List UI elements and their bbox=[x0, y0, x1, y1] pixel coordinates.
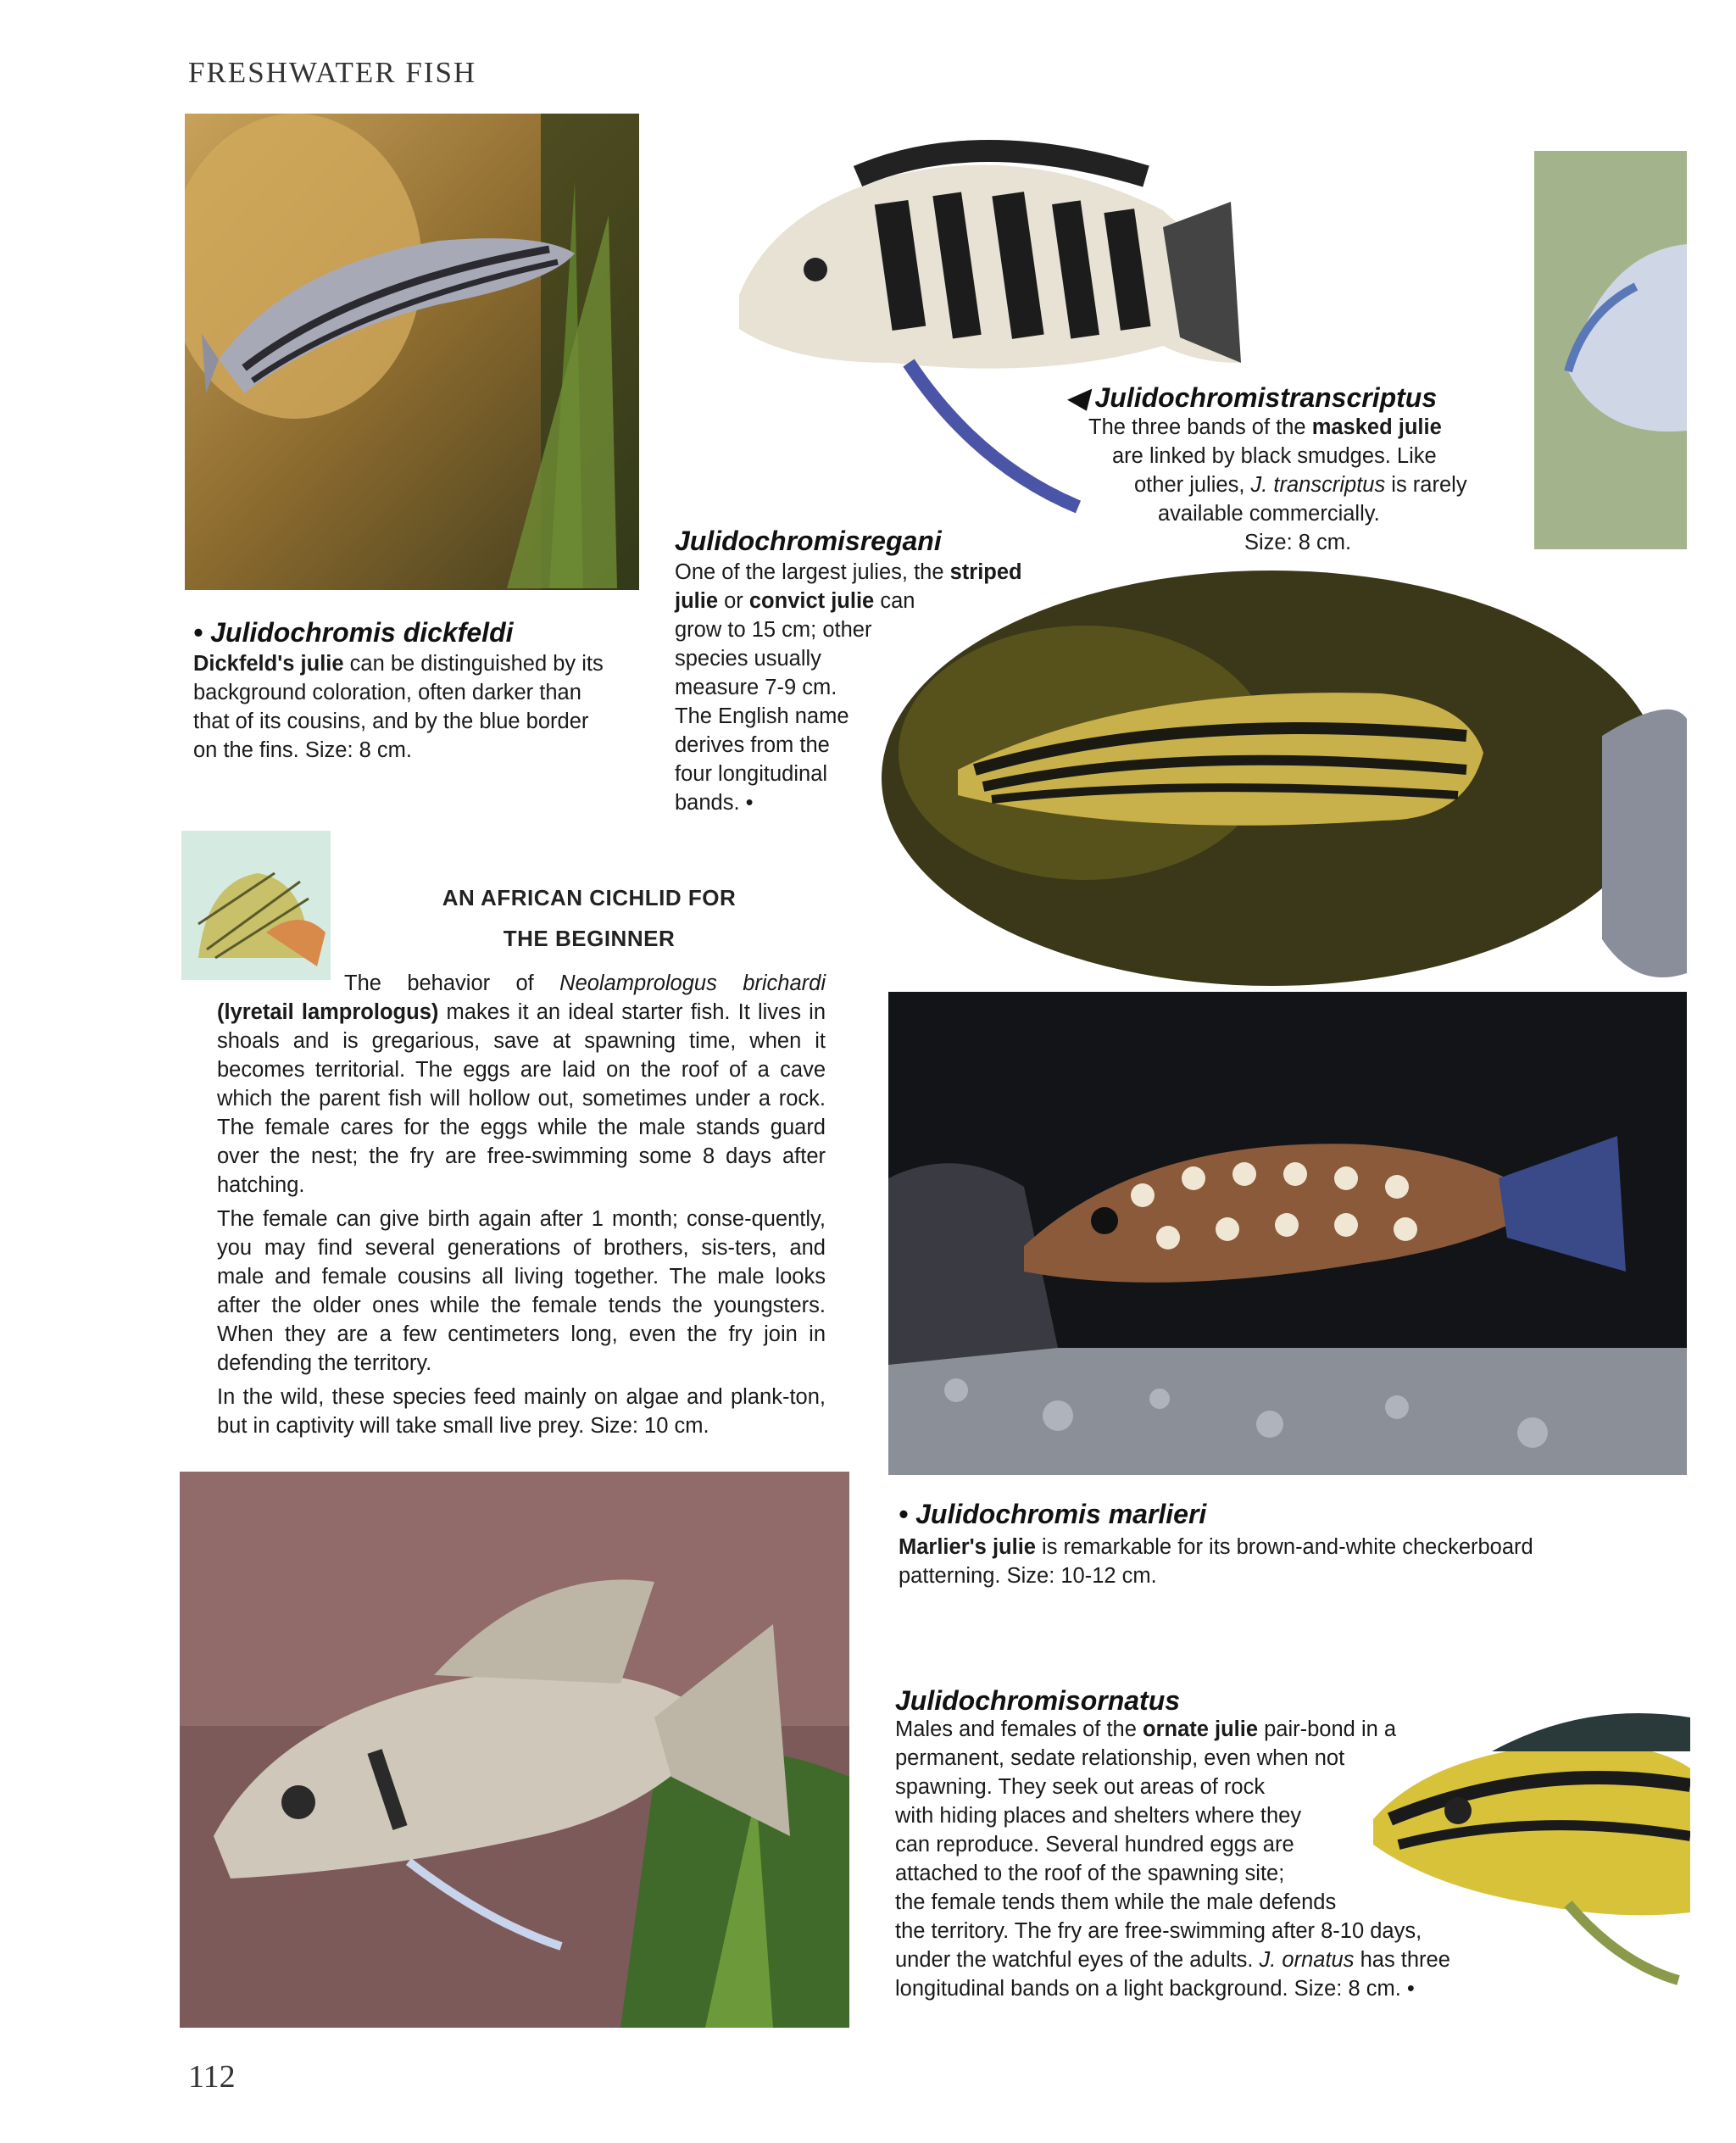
ornatus-line: can reproduce. Several hundred eggs are bbox=[895, 1833, 1294, 1856]
ornatus-line bbox=[895, 1948, 1450, 1973]
marlieri-description bbox=[899, 1533, 1611, 1590]
regani-line: measure 7-9 cm. bbox=[675, 676, 837, 699]
box-heading-line1: AN AFRICAN CICHLID FOR bbox=[442, 885, 737, 910]
transcriptus-size: Size: 8 cm. bbox=[1244, 531, 1352, 554]
dickfeldi-line: background coloration, often darker than bbox=[193, 681, 581, 704]
dickfeldi-line bbox=[193, 649, 643, 678]
regani-line: species usually bbox=[675, 647, 821, 671]
photo-julidochromis-regani bbox=[873, 566, 1687, 999]
transcriptus-text: The three bands of the bbox=[1088, 415, 1312, 439]
marlieri-title: • Julidochromis marlieri bbox=[899, 1499, 1207, 1529]
page-number: 112 bbox=[188, 2059, 236, 2095]
regani-line: four longitudinal bbox=[675, 762, 828, 786]
box-text: makes it an ideal starter fish. It lives in shoals and is gregarious, save at spawning time, when it becomes territorial. The eggs are laid on the roof of a cave which the parent fish will hollow out, sometimes under a rock. The female cares for the eggs while the male stands guard over the nest; the fry are free-swimming some 8 days after hatching. bbox=[217, 1000, 826, 1197]
photo-julidochromis-marlieri bbox=[888, 992, 1687, 1475]
box-paragraph-3: In the wild, these species feed mainly on algae and plank-ton, but in captivity will take small live prey. Size: 10 cm. bbox=[217, 1385, 826, 1438]
ornatus-line: attached to the roof of the spawning site; bbox=[895, 1862, 1285, 1885]
regani-line: bands. • bbox=[675, 791, 754, 815]
ornatus-text: has three bbox=[1354, 1948, 1450, 1972]
transcriptus-species: J. transcriptus bbox=[1250, 473, 1386, 497]
regani-line: derives from the bbox=[675, 733, 830, 757]
transcriptus-line bbox=[1134, 473, 1467, 498]
transcriptus-line bbox=[1088, 415, 1442, 440]
ornatus-line: the territory. The fry are free-swimming after 8-10 days, bbox=[895, 1919, 1422, 1943]
transcriptus-text: is rarely bbox=[1385, 473, 1467, 497]
marlieri-text: is remarkable for its brown-and-white checkerboard patterning. Size: 10-12 cm. bbox=[899, 1535, 1533, 1588]
regani-common-name-alt: convict julie bbox=[748, 589, 875, 613]
regani-common-name: julie bbox=[675, 589, 719, 613]
ornatus-text: pair-bond in a bbox=[1258, 1717, 1397, 1741]
ornatus-line: spawning. They seek out areas of rock bbox=[895, 1775, 1266, 1799]
ornatus-line: with hiding places and shelters where they bbox=[895, 1804, 1302, 1828]
ornatus-species: J. ornatus bbox=[1259, 1948, 1355, 1972]
dickfeldi-common-name: Dickfeld's julie bbox=[193, 652, 344, 676]
dickfeldi-line: that of its cousins, and by the blue border bbox=[193, 710, 589, 733]
photo-partial-right-fish bbox=[1534, 151, 1687, 549]
ornatus-line: longitudinal bands on a light background. Size: 8 cm. • bbox=[895, 1977, 1415, 2001]
ornatus-line bbox=[895, 1717, 1396, 1742]
regani-line bbox=[675, 587, 915, 615]
box-body bbox=[217, 969, 826, 1445]
transcriptus-common-name: masked julie bbox=[1311, 415, 1442, 439]
box-common-name: (lyretail lamprologus) bbox=[217, 1000, 439, 1024]
dickfeldi-text: can be distinguished by its bbox=[343, 652, 604, 676]
transcriptus-title: ◀ Julidochromistranscriptus bbox=[1066, 382, 1438, 413]
box-species: Neolamprologus brichardi bbox=[559, 971, 826, 995]
transcriptus-line: are linked by black smudges. Like bbox=[1112, 444, 1437, 468]
regani-text: can bbox=[874, 589, 915, 613]
ornatus-text: Males and females of the bbox=[895, 1717, 1143, 1741]
ornatus-line: permanent, sedate relationship, even when not bbox=[895, 1746, 1345, 1770]
transcriptus-text: other julies, bbox=[1134, 473, 1251, 497]
ornatus-common-name: ornate julie bbox=[1143, 1717, 1259, 1741]
photo-julidochromis-ornatus bbox=[1365, 1700, 1690, 1989]
regani-text: One of the largest julies, the bbox=[675, 560, 950, 584]
ornatus-title: Julidochromisornatus bbox=[895, 1685, 1181, 1716]
illustration-shell-hermit bbox=[181, 831, 331, 980]
regani-text: or bbox=[718, 589, 749, 613]
box-paragraph-1 bbox=[217, 969, 826, 1200]
dickfeldi-title: • Julidochromis dickfeldi bbox=[193, 617, 514, 648]
running-head: FRESHWATER FISH bbox=[188, 56, 477, 89]
marlieri-common-name: Marlier's julie bbox=[899, 1535, 1036, 1559]
regani-line bbox=[675, 558, 1022, 587]
ornatus-text: under the watchful eyes of the adults. bbox=[895, 1948, 1260, 1972]
box-heading-line2: THE BEGINNER bbox=[503, 926, 676, 951]
box-paragraph-2: The female can give birth again after 1 month; conse-quently, you may find several generations of brothers, sis-ters, and male and female cousins all living together. The male looks after the older ones while the female tends the youngsters. When they are a few centimeters long, even the fry join in defending the territory. bbox=[217, 1207, 826, 1375]
dickfeldi-description bbox=[193, 649, 643, 765]
box-text: The behavior of bbox=[344, 971, 560, 995]
transcriptus-line: available commercially. bbox=[1158, 502, 1380, 526]
dickfeldi-line: on the fins. Size: 8 cm. bbox=[193, 738, 412, 762]
regani-line: The English name bbox=[675, 704, 849, 728]
ornatus-line: the female tends them while the male defends bbox=[895, 1890, 1337, 1914]
regani-line: grow to 15 cm; other bbox=[675, 618, 872, 642]
photo-julidochromis-dickfeldi bbox=[185, 114, 639, 590]
regani-title: Julidochromisregani bbox=[675, 526, 942, 556]
photo-neolamprologus-brichardi bbox=[180, 1472, 849, 2028]
regani-common-name: striped bbox=[949, 560, 1022, 584]
